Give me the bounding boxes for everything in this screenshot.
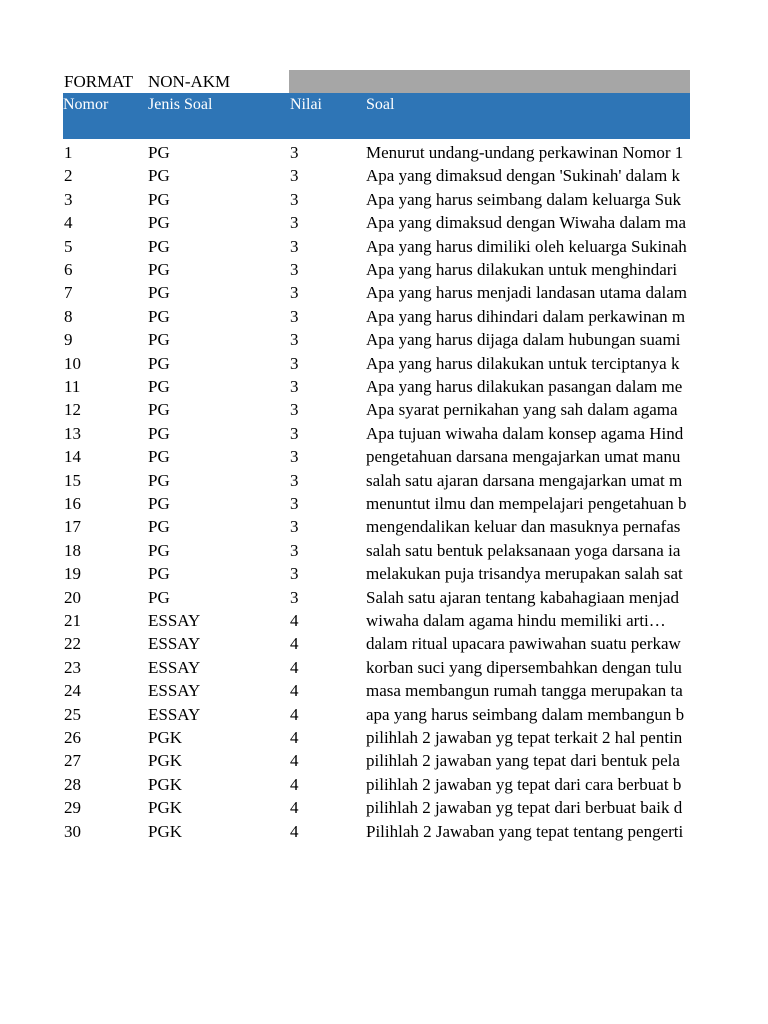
cell-jenis-soal[interactable]: PG xyxy=(148,494,170,513)
cell-nomor[interactable]: 6 xyxy=(64,260,73,279)
cell-jenis-soal[interactable]: PG xyxy=(148,283,170,303)
cell-soal[interactable]: Apa yang dimaksud dengan Wiwaha dalam ma xyxy=(366,213,687,233)
cell-jenis-soal[interactable]: PG xyxy=(148,470,170,490)
cell-nilai[interactable]: 3 xyxy=(290,353,299,373)
table-row xyxy=(63,281,690,304)
cell-nilai[interactable]: 4 xyxy=(290,704,299,724)
cell-soal[interactable]: Pilihlah 2 Jawaban yang tepat tentang pengerti xyxy=(366,821,684,841)
table-row xyxy=(63,164,690,187)
cell-nomor[interactable]: 28 xyxy=(64,774,81,794)
header-jenis-soal[interactable]: Jenis Soal xyxy=(148,96,213,113)
cell-nilai[interactable]: 3 xyxy=(290,447,299,467)
cell-soal[interactable]: Salah satu ajaran tentang kabahagiaan menjad xyxy=(366,587,679,607)
cell-jenis-soal[interactable]: PG xyxy=(148,353,170,373)
cell-soal[interactable]: pilihlah 2 jawaban yg tepat terkait 2 hal pentin xyxy=(366,728,683,747)
cell-nomor[interactable]: 13 xyxy=(64,423,81,443)
header-nilai[interactable]: Nilai xyxy=(290,96,322,113)
cell-soal[interactable]: Apa yang harus menjadi landasan utama dalam xyxy=(366,283,687,303)
cell-soal[interactable]: Apa yang harus dihindari dalam perkawinan m xyxy=(366,306,686,326)
table-row xyxy=(63,188,690,211)
cell-jenis-soal[interactable]: PG xyxy=(148,400,170,420)
cell-jenis-soal[interactable]: PGK xyxy=(148,728,183,747)
cell-nilai[interactable]: 3 xyxy=(290,213,299,233)
cell-nomor[interactable]: 10 xyxy=(64,353,81,373)
cell-jenis-soal[interactable]: PGK xyxy=(148,798,183,818)
cell-nilai[interactable]: 4 xyxy=(290,681,299,701)
table-row xyxy=(63,586,690,609)
cell-soal[interactable]: Apa yang harus dijaga dalam hubungan suami xyxy=(366,330,681,350)
cell-jenis-soal[interactable]: PG xyxy=(148,447,170,467)
cell-jenis-soal[interactable]: PG xyxy=(148,330,170,350)
cell-nomor[interactable]: 4 xyxy=(64,213,73,233)
cell-soal[interactable]: wiwaha dalam agama hindu memiliki arti… xyxy=(366,611,666,630)
cell-soal[interactable]: mengendalikan keluar dan masuknya pernafas xyxy=(366,517,681,537)
cell-nilai[interactable]: 3 xyxy=(290,564,299,584)
cell-nilai[interactable]: 3 xyxy=(290,143,299,162)
cell-nomor[interactable]: 30 xyxy=(64,821,81,841)
cell-nilai[interactable]: 3 xyxy=(290,540,299,560)
table-row xyxy=(63,726,690,749)
table-row xyxy=(63,258,690,281)
cell-jenis-soal[interactable]: PG xyxy=(148,213,170,233)
table-row xyxy=(63,445,690,468)
cell-nilai[interactable]: 3 xyxy=(290,189,299,209)
cell-soal[interactable]: masa membangun rumah tangga merupakan ta xyxy=(366,681,683,701)
cell-jenis-soal[interactable]: PG xyxy=(148,517,170,537)
cell-nilai[interactable]: 4 xyxy=(290,611,299,630)
cell-nomor[interactable]: 16 xyxy=(64,494,81,513)
cell-jenis-soal[interactable]: PG xyxy=(148,260,170,279)
cell-jenis-soal[interactable]: PG xyxy=(148,236,170,256)
table-row xyxy=(63,749,690,772)
title-row xyxy=(63,70,690,93)
cell-soal[interactable]: pilihlah 2 jawaban yg tepat dari berbuat baik d xyxy=(366,798,683,818)
cell-nilai[interactable]: 4 xyxy=(290,774,299,794)
cell-nomor[interactable]: 15 xyxy=(64,470,81,490)
header-nomor[interactable]: Nomor xyxy=(63,96,109,113)
cell-nilai[interactable]: 3 xyxy=(290,283,299,303)
table-row xyxy=(63,679,690,702)
title-type-cell[interactable]: NON-AKM xyxy=(148,72,231,91)
table-row xyxy=(63,515,690,538)
cell-soal[interactable]: Apa yang harus dilakukan untuk terciptanya k xyxy=(366,353,680,373)
table-row xyxy=(63,305,690,328)
title-gray-bar[interactable] xyxy=(289,70,690,93)
cell-jenis-soal[interactable]: PGK xyxy=(148,774,183,794)
table-row xyxy=(63,492,690,515)
cell-soal[interactable]: apa yang harus seimbang dalam membangun b xyxy=(366,704,685,724)
cell-nilai[interactable]: 4 xyxy=(290,798,299,818)
title-format-cell[interactable]: FORMAT xyxy=(64,72,133,91)
table-header xyxy=(63,93,690,139)
table-body xyxy=(63,141,690,841)
cell-nomor[interactable]: 19 xyxy=(64,564,81,584)
cell-nomor[interactable]: 23 xyxy=(64,657,81,677)
cell-nilai[interactable]: 3 xyxy=(290,587,299,607)
table-row xyxy=(63,632,690,655)
table-row xyxy=(63,773,690,796)
cell-nomor[interactable]: 1 xyxy=(64,143,73,162)
cell-nilai[interactable]: 4 xyxy=(290,657,299,677)
table-row xyxy=(63,656,690,679)
table-row xyxy=(63,141,690,164)
cell-jenis-soal[interactable]: PG xyxy=(148,143,170,162)
cell-nomor[interactable]: 5 xyxy=(64,236,73,256)
cell-nilai[interactable]: 4 xyxy=(290,751,299,771)
cell-nomor[interactable]: 24 xyxy=(64,681,81,701)
cell-nilai[interactable]: 4 xyxy=(290,821,299,841)
cell-nomor[interactable]: 27 xyxy=(64,751,81,771)
cell-jenis-soal[interactable]: PG xyxy=(148,564,170,584)
table-row xyxy=(63,211,690,234)
table-row xyxy=(63,422,690,445)
table-row xyxy=(63,796,690,819)
cell-nomor[interactable]: 29 xyxy=(64,798,81,818)
cell-nilai[interactable]: 3 xyxy=(290,236,299,256)
cell-nilai[interactable]: 4 xyxy=(290,634,299,654)
table-row xyxy=(63,703,690,726)
cell-soal[interactable]: salah satu bentuk pelaksanaan yoga darsana ia xyxy=(366,540,681,560)
table-row xyxy=(63,328,690,351)
table-row xyxy=(63,469,690,492)
cell-jenis-soal[interactable]: ESSAY xyxy=(148,657,201,677)
cell-jenis-soal[interactable]: PG xyxy=(148,423,170,443)
cell-nomor[interactable]: 26 xyxy=(64,728,81,747)
cell-nilai[interactable]: 4 xyxy=(290,728,299,747)
cell-jenis-soal[interactable]: ESSAY xyxy=(148,704,201,724)
cell-nomor[interactable]: 25 xyxy=(64,704,81,724)
table-row xyxy=(63,235,690,258)
table-row xyxy=(63,562,690,585)
table-row xyxy=(63,375,690,398)
cell-nilai[interactable]: 3 xyxy=(290,166,299,186)
cell-soal[interactable]: Apa yang harus dilakukan pasangan dalam me xyxy=(366,377,683,396)
cell-jenis-soal[interactable]: PG xyxy=(148,377,170,396)
table-row xyxy=(63,820,690,843)
cell-soal[interactable]: Apa tujuan wiwaha dalam konsep agama Hind xyxy=(366,423,684,443)
cell-nilai[interactable]: 3 xyxy=(290,330,299,350)
cell-soal[interactable]: pilihlah 2 jawaban yg tepat dari cara berbuat b xyxy=(366,774,682,794)
cell-nilai[interactable]: 3 xyxy=(290,494,299,513)
cell-jenis-soal[interactable]: PGK xyxy=(148,751,183,771)
cell-nomor[interactable]: 3 xyxy=(64,189,73,209)
cell-nomor[interactable]: 18 xyxy=(64,540,81,560)
cell-soal[interactable]: Apa yang harus dimiliki oleh keluarga Sukinah xyxy=(366,236,687,256)
cell-jenis-soal[interactable]: ESSAY xyxy=(148,634,201,654)
table-row xyxy=(63,398,690,421)
cell-soal[interactable]: Apa yang dimaksud dengan 'Sukinah' dalam k xyxy=(366,166,680,186)
cell-soal[interactable]: Apa yang harus seimbang dalam keluarga Suk xyxy=(366,189,682,209)
cell-nilai[interactable]: 3 xyxy=(290,260,299,279)
cell-nilai[interactable]: 3 xyxy=(290,400,299,420)
cell-soal[interactable]: pengetahuan darsana mengajarkan umat manu xyxy=(366,447,681,467)
cell-soal[interactable]: Apa syarat pernikahan yang sah dalam agama xyxy=(366,400,678,420)
table-row xyxy=(63,539,690,562)
cell-nomor[interactable]: 12 xyxy=(64,400,81,420)
cell-nomor[interactable]: 22 xyxy=(64,634,81,654)
cell-nomor[interactable]: 2 xyxy=(64,166,73,186)
cell-jenis-soal[interactable]: PG xyxy=(148,587,170,607)
cell-soal[interactable]: Apa yang harus dilakukan untuk menghindari xyxy=(366,260,678,279)
cell-nomor[interactable]: 14 xyxy=(64,447,81,467)
cell-soal[interactable]: salah satu ajaran darsana mengajarkan umat m xyxy=(366,470,683,490)
cell-nomor[interactable]: 8 xyxy=(64,306,73,326)
cell-nilai[interactable]: 3 xyxy=(290,470,299,490)
cell-jenis-soal[interactable]: ESSAY xyxy=(148,611,201,630)
cell-nomor[interactable]: 7 xyxy=(64,283,73,303)
cell-jenis-soal[interactable]: ESSAY xyxy=(148,681,201,701)
cell-jenis-soal[interactable]: PG xyxy=(148,166,170,186)
table-row xyxy=(63,609,690,632)
cell-soal[interactable]: Menurut undang-undang perkawinan Nomor 1 xyxy=(366,143,684,162)
cell-soal[interactable]: menuntut ilmu dan mempelajari pengetahuan b xyxy=(366,494,687,513)
cell-jenis-soal[interactable]: PG xyxy=(148,189,170,209)
cell-soal[interactable]: korban suci yang dipersembahkan dengan tulu xyxy=(366,657,682,677)
cell-nilai[interactable]: 3 xyxy=(290,517,299,537)
cell-nomor[interactable]: 20 xyxy=(64,587,81,607)
table-row xyxy=(63,352,690,375)
cell-nilai[interactable]: 3 xyxy=(290,423,299,443)
cell-jenis-soal[interactable]: PGK xyxy=(148,821,183,841)
cell-nomor[interactable]: 11 xyxy=(64,377,81,396)
cell-nomor[interactable]: 21 xyxy=(64,611,81,630)
cell-nilai[interactable]: 3 xyxy=(290,377,299,396)
cell-nomor[interactable]: 9 xyxy=(64,330,73,350)
cell-soal[interactable]: dalam ritual upacara pawiwahan suatu perkaw xyxy=(366,634,681,654)
header-soal[interactable]: Soal xyxy=(366,96,395,113)
cell-soal[interactable]: pilihlah 2 jawaban yang tepat dari bentuk pela xyxy=(366,751,680,771)
cell-nilai[interactable]: 3 xyxy=(290,306,299,326)
cell-nomor[interactable]: 17 xyxy=(64,517,81,537)
cell-jenis-soal[interactable]: PG xyxy=(148,306,170,326)
cell-jenis-soal[interactable]: PG xyxy=(148,540,170,560)
cell-soal[interactable]: melakukan puja trisandya merupakan salah sat xyxy=(366,564,683,584)
